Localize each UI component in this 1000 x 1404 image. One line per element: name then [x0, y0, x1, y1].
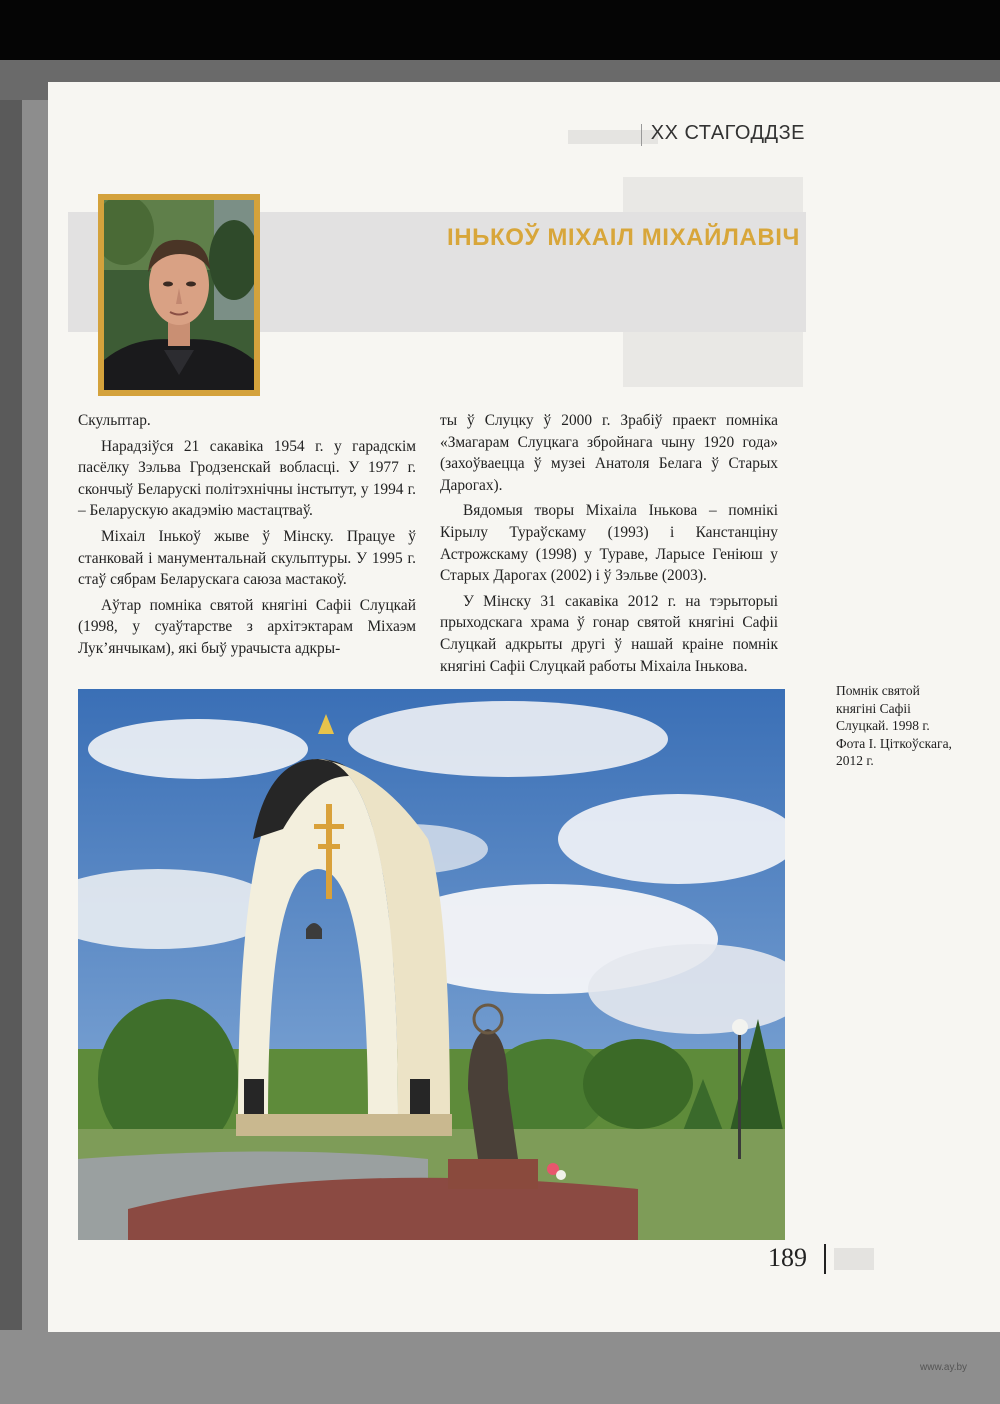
article-column-left: [78, 410, 416, 664]
header-divider: [641, 124, 642, 146]
bleed-through-page-number: [834, 1248, 874, 1270]
site-watermark: www.ay.by: [920, 1362, 968, 1373]
paragraph-monument-continued: ты ў Слуцку ў 2000 г. Зрабіў праект помніка «Змагарам Слуцкага збройнага чыну 1920 года» (захоўваецца ў музеі Анатоля Белага ў Старых Дарогах).: [440, 412, 778, 494]
monument-photo: [78, 689, 785, 1240]
paragraph-works: Вядомыя творы Міхаіла Інькова – помнікі Кірылу Тураўскаму (1993) і Канстанціну Астрожскаму (1998) у Тураве, Ларысе Геніюш у Старых Дарогах (2002) і ў Зэльве (2003).: [440, 502, 778, 585]
section-title: XX СТАГОДДЗЕ: [650, 122, 805, 144]
page-number-divider: [824, 1244, 826, 1274]
paragraph-profession: Скульптар.: [78, 412, 151, 429]
photo-caption: Помнік святой княгіні Сафіі Слуцкай. 1998 г. Фота І. Ціткоўскага, 2012 г.: [836, 683, 952, 768]
scan-border-bottom: [0, 1330, 1000, 1404]
scan-border-left-shadow: [0, 100, 22, 1350]
article-column-right: [440, 410, 778, 681]
page-number: 189: [768, 1243, 807, 1272]
portrait-frame: [98, 194, 260, 396]
paragraph-career: Міхаіл Інькоў жыве ў Мінску. Працуе ў станковай і манументальнай скульптуры. У 1995 г. стаў сябрам Беларускага саюза мастакоў.: [78, 527, 416, 589]
paragraph-birth: Нарадзіўся 21 сакавіка 1954 г. у гарадскім пасёлку Зэльва Гродзенскай вобласці. У 1977 г. скончыў Беларускі політэхнічны інстытут, у 1994 г. – Беларускую акадэмію мастацтваў.: [78, 437, 416, 520]
person-name: ІНЬКОЎ МІХАІЛ МІХАЙЛАВІЧ: [446, 224, 800, 251]
paragraph-minsk-monument: У Мінску 31 сакавіка 2012 г. на тэрыторыі прыходскага храма ў гонар святой княгіні Сафіі Слуцкай адкрыты другі ў нашай краіне помнік княгіні Сафіі Слуцкай работы Міхаіла Інькова.: [440, 592, 778, 675]
portrait-photo: [104, 200, 254, 390]
bleed-through-header: [568, 130, 658, 144]
book-page: [48, 82, 1000, 1332]
paragraph-monument: Аўтар помніка святой княгіні Сафіі Слуцкай (1998, у суаўтарстве з архітэктарам Міхаэм Лук’янчыкам), які быў урачыста адкры-: [78, 596, 416, 657]
